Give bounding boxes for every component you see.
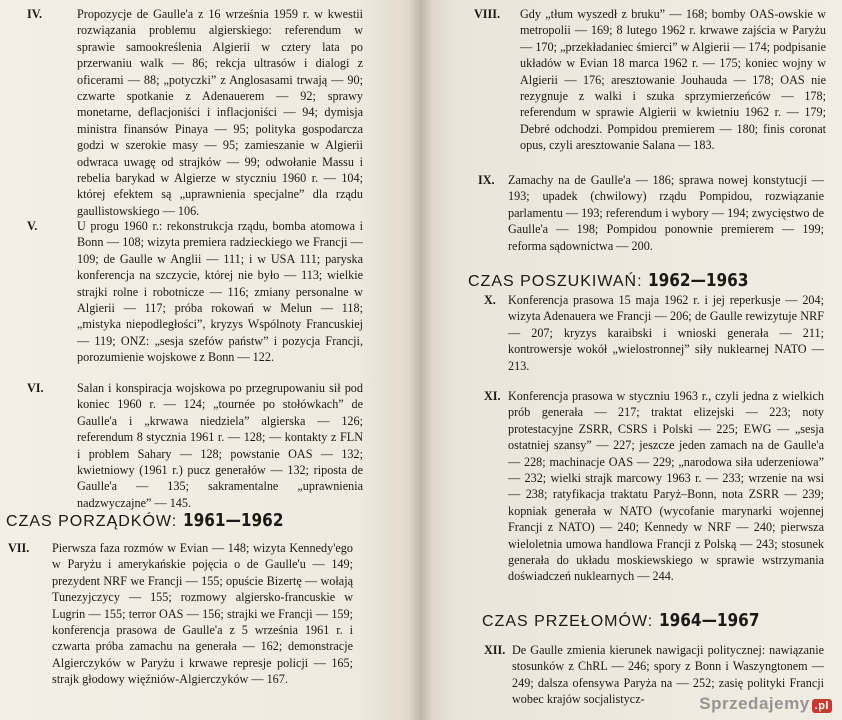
toc-entry-xi [484,388,824,585]
toc-entry-vi [27,380,363,511]
toc-entry-v [27,218,363,366]
entry-number: VI. [27,381,44,395]
entry-number: V. [27,219,38,233]
entry-number: VII. [8,541,30,555]
entry-number: X. [484,293,496,307]
right-page [420,0,842,720]
entry-number: XI. [484,389,501,403]
toc-entry-viii [474,6,826,154]
entry-text: Konferencja prasowa w styczniu 1963 r., czyli jedna z wielkich prób generała — 217; traktat elizejski — 223; noty protestacyjne ZSRR, CSRS i Polski — 225; EWG — „sesja ostatniej szansy” — 227; jeszcze jeden zamach na de Gaulle'a — 228; machinacje OAS — 229; „narodowa siła uderzeniowa” — 232; wielki strajk marcowy 1963 r. — 233; wrzenie na wsi — 238; ratyfikacja traktatu Paryż–Bonn, nota ZSRR — 239; kopniak generała w NATO (wycofanie marynarki wojennej Francji z NATO) — 240; Kennedy w NRF — 240; pierwsza wieloletnia umowa handlowa Francji z Polską — 243; stosunek generała do układu moskiewskiego w sprawie wstrzymania doświadczeń nuklearnych — 244. [508,389,824,584]
entry-text: De Gaulle zmienia kierunek nawigacji politycznej: nawiązanie stosunków z ChRL — 246; spory z Bonn i Waszyngtonem — 249; dalsza ofensywa Paryża na — 252; zasię polityki Francji wobec krajów socjalistycz- [512,643,824,707]
heading-label: CZAS PRZEŁOMÓW: [482,613,654,630]
entry-number: IX. [478,173,495,187]
entry-text: Salan i konspiracja wojskowa po przegrupowaniu sił pod koniec 1960 r. — 124; „tournée po stołówkach” de Gaulle'a i „krwawa niedziela” algierska — 126; referendum 8 stycznia 1961 r. — 128; — kontakty z FLN i problem Sahary — 128; powstanie OAS — 132; kwietniowy (1961 r.) pucz generałów — 132; riposta de Gaulle'a — 135; sakramentalne „uprawnienia nadzwyczajne” — 145. [77,381,363,510]
section-heading-porzadkow [6,510,301,531]
watermark-logo [699,694,832,714]
toc-entry-iv [27,6,363,219]
watermark-tld: .pl [812,699,832,713]
heading-years: 1962—1963 [647,270,749,291]
heading-label: CZAS POSZUKIWAŃ: [468,273,643,290]
heading-years: 1961—1962 [182,510,284,531]
left-page [0,0,420,720]
heading-label: CZAS PORZĄDKÓW: [6,513,178,530]
toc-entry-ix [478,172,824,254]
watermark-name: Sprzedajemy [699,694,810,713]
heading-years: 1964—1967 [658,610,760,631]
entry-text: Gdy „tłum wyszedł z bruku” — 168; bomby OAS-owskie w metropolii — 169; 8 lutego 1962 r. krwawe zajścia w Paryżu — 170; „przekładaniec śmierci” w Algierii — 174; podpisanie układów w Evian 18 marca 1962 r. — 175; koniec wojny w Algierii — 176; aresztowanie Jouhauda — 178; OAS nie rezygnuje z walki i szuka sprzymierzeńców — 178; referendum w sprawie Algierii w kwietniu 1962 r. — 179; Debré odchodzi. Pompidou premierem — 180; finis coronat opus, czyli aresztowanie Salana — 183. [520,7,826,153]
entry-text: Konferencja prasowa 15 maja 1962 r. i jej reperkusje — 204; wizyta Adenauera we Francji — 206; de Gaulle rewizytuje NRF — 207; kryzys karaibski i wnioski generała — 211; kontrowersje wokół „wielostronnej” siły nuklearnej NATO — 213. [508,293,824,373]
book-gutter [408,0,432,720]
toc-entry-x [484,292,824,374]
entry-text: Zamachy na de Gaulle'a — 186; sprawa nowej konstytucji — 193; upadek (chwilowy) rządu Pompidou, rozwiązanie parlamentu — 193; referendum i wybory — 194; zwycięstwo de Gaulle'a — 198; Pompidou ponownie premierem — 199; reforma sądownictwa — 200. [508,173,824,253]
section-heading-przelomow [482,610,777,631]
section-heading-poszukiwan [468,270,766,291]
entry-number: IV. [27,7,43,21]
entry-text: U progu 1960 r.: rekonstrukcja rządu, bomba atomowa i Bonn — 108; wizyta premiera radzieckiego we Francji — 109; de Gaulle w Anglii — 111; i w USA 111; paryska konferencja na szczycie, której nie było — 113; wielkie strajki rolne i robotnicze — 116; zmiany personalne w Algierii — 117; próba rokowań w Melun — 118; „mistyka niepodległości”, kryzys Wspólnoty Francuskiej — 119; ONZ: „sesja szefów państw” i pozycja Francji, porozumienie wojskowe z Bonn — 122. [77,219,363,365]
entry-number: VIII. [474,7,501,21]
entry-text: Propozycje de Gaulle'a z 16 września 1959 r. w kwestii rozwiązania problemu algierskiego: referendum w sprawie samookreślenia Algierii w cztery lata po przerwaniu walk — 86; rekcja ultrasów i dialogi z oficerami — 88; „potyczki” z Anglosasami trwają — 90; czwarte spotkanie z Adenauerem — 92; sprawy monetarne, deflacjoniści i inflacjoniści — 94; dymisja ministra finansów Pinaya — 95; polityka gospodarcza godzi w szerokie masy — 95; zamieszanie w Algierii odwraca uwagę od strajków — 99; odwołanie Massu i rebelia barykad w Algierze w styczniu 1960 r. — 104; której efektem są „uprawnienia specjalne” dla rządu gaullistowskiego — 106. [77,7,363,218]
entry-text: Pierwsza faza rozmów w Evian — 148; wizyta Kennedy'ego w Paryżu i amerykańskie pojęcia o de Gaulle'u — 149; prezydent NRF we Francji — 155; opuście Bizertę — wołają Tunezyjczycy — 155; rozmowy algiersko-francuskie w Lugrin — 155; terror OAS — 156; strajki we Francji — 159; konferencja prasowa de Gaulle'a z 5 września 1961 r. i czwarta próba zamachu na generała — 162; demonstracje Algierczyków w Paryżu i krwawe represje policji — 165; strajk głodowy więźniów-Algierczyków — 167. [52,541,353,687]
entry-number: XII. [484,643,506,657]
toc-entry-vii [8,540,353,688]
